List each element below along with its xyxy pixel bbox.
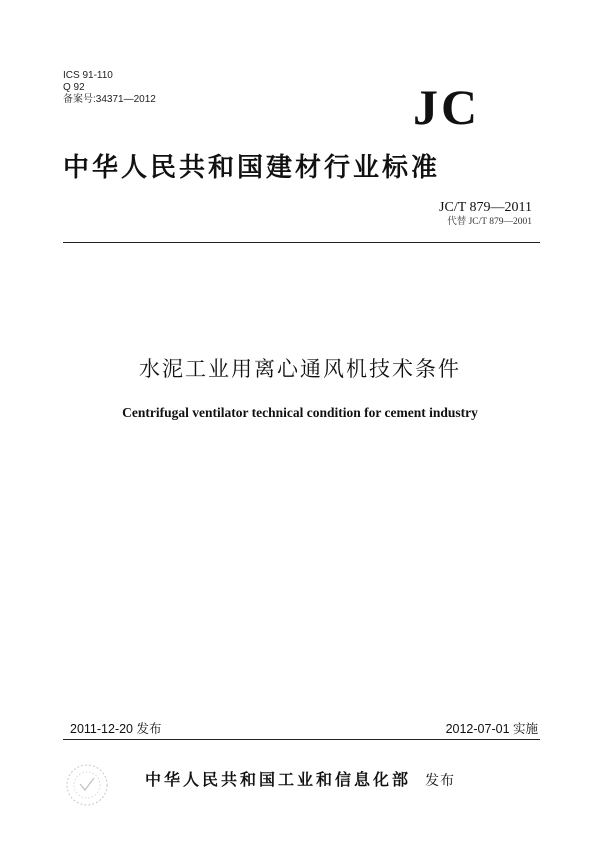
- issue-label: 发布: [425, 773, 455, 789]
- category-code: Q 92: [63, 82, 85, 93]
- issuer-name: 中华人民共和国工业和信息化部: [144, 770, 411, 789]
- document-title: 水泥工业用离心通风机技术条件: [139, 357, 461, 381]
- filing-number: 备案号:34371—2012: [63, 94, 156, 105]
- jc-logo: JC: [413, 79, 481, 135]
- bottom-divider: [63, 739, 540, 740]
- standard-code: JC/T 879—2011: [439, 200, 532, 215]
- ics-number: ICS 91-110: [63, 70, 113, 81]
- publish-date: 2011-12-20 发布: [70, 722, 162, 736]
- faded-stamp-icon: [62, 760, 112, 810]
- replaces-code: 代替 JC/T 879—2001: [447, 217, 532, 227]
- standard-title: 中华人民共和国建材行业标准: [63, 153, 441, 183]
- implement-date: 2012-07-01 实施: [445, 722, 538, 736]
- classification-block: [63, 70, 156, 106]
- issuer-line: [120, 770, 480, 791]
- top-divider: [63, 242, 540, 243]
- document-title-english: Centrifugal ventilator technical condition for cement industry: [122, 405, 478, 420]
- standard-code-block: [439, 200, 532, 228]
